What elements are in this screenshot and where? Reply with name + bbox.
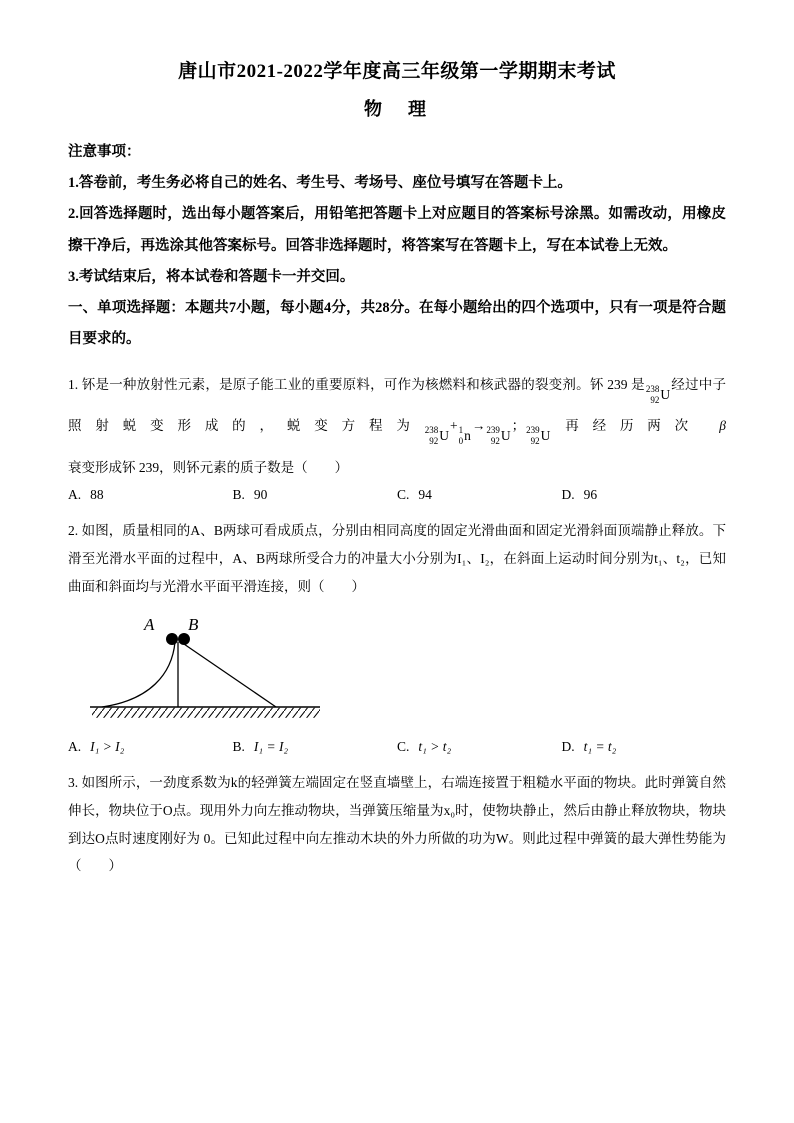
nuclide-u238-eq: [425, 420, 449, 452]
nuclide-prescripts: [646, 384, 660, 405]
q1-option-c: C. 94: [397, 487, 432, 503]
ball-b: [178, 633, 190, 645]
ball-a: [166, 633, 178, 645]
nuclide-neutron: [459, 420, 471, 452]
mass-number: 239: [526, 425, 540, 436]
question-2: [68, 517, 726, 755]
exam-subject: 物 理: [364, 99, 430, 119]
nuclide-prescripts: [526, 425, 540, 446]
notices-section: [68, 137, 726, 293]
nuclide-u239-repeat: [526, 420, 550, 452]
nuclide-prescripts: [486, 425, 500, 446]
question-1: [68, 369, 726, 503]
curved-track: [102, 642, 175, 707]
q1-options: [68, 487, 726, 503]
q1-mid: 再经历两次: [551, 418, 703, 434]
question-1-text: [68, 369, 726, 483]
q1-intro: 1. 钚是一种放射性元素，是原子能工业的重要原料，可作为核燃料和核武器的裂变剂。钚 239 是: [68, 377, 645, 393]
nuclide-prescripts: [425, 425, 439, 446]
q2-figure-container: [88, 612, 726, 735]
element-symbol: U: [439, 427, 449, 443]
element-symbol: U: [540, 427, 551, 443]
q2-figure: [88, 612, 338, 730]
q2-option-b: B. I₁ = I₂: [232, 739, 289, 755]
section-1-heading: 一、单项选择题：本题共7小题，每小题4分，共28分。在每小题给出的四个选项中，只有一项是符合题目要求的。: [68, 299, 726, 348]
notices-heading: 注意事项：: [68, 144, 141, 160]
beta-symbol: β: [719, 418, 727, 434]
nuclide-u238: [646, 379, 670, 411]
question-3-text: 3. 如图所示，一劲度系数为k的轻弹簧左端固定在竖直墙壁上，右端连接置于粗糙水平面的物块。此时弹簧自然伸长，物块位于O点。现用外力向左推动物块，当弹簧压缩量为x₀时，使物块静止，然后由静止释放物块，物块到达O点时速度刚好为 0。已知此过程中向左推动木块的外力所做的功为W。则此过程中弹簧的最大弹性势能为（ ）: [68, 775, 726, 874]
mass-number: 238: [424, 425, 439, 436]
atomic-number: 92: [490, 435, 500, 446]
ball-a-label: A: [144, 615, 155, 635]
inclined-track: [181, 642, 276, 707]
notice-item-3: 3.考试结束后，将本试卷和答题卡一并交回。: [68, 268, 355, 285]
ground-hatching: [92, 708, 320, 718]
q1-end: 衰变形成钚 239，则钚元素的质子数是（ ）: [68, 459, 349, 475]
q2-options: [68, 739, 726, 755]
atomic-number: 92: [650, 394, 660, 405]
reaction-arrow: →: [471, 418, 486, 434]
question-2-text: 2. 如图，质量相同的A、B两球可看成质点，分别由相同高度的固定光滑曲面和固定光滑斜面顶端静止释放。下滑至光滑水平面的过程中，A、B两球所受合力的冲量大小分别为I₁、I₂，在斜面上运动时间分别为t₁、t₂，已知曲面和斜面均与光滑水平面平滑连接，则（ ）: [68, 523, 726, 594]
q1-option-b: B. 90: [232, 487, 268, 503]
element-symbol: n: [464, 427, 471, 443]
exam-title: 唐山市2021-2022学年度高三年级第一学期期末考试: [178, 61, 616, 82]
atomic-number: 0: [458, 435, 464, 446]
nuclide-u239: [486, 420, 510, 452]
mass-number: 239: [486, 425, 500, 436]
ball-b-label: B: [188, 615, 199, 635]
question-3: [68, 769, 726, 880]
q2-option-d: D. t₁ = t₂: [561, 739, 617, 755]
q1-option-d: D. 96: [561, 487, 598, 503]
q1-after-nuclide: 经过中子照射蜕变形成的，蜕变方程为: [68, 377, 727, 434]
semicolon: ；: [511, 418, 526, 434]
atomic-number: 92: [530, 435, 540, 446]
element-symbol: U: [660, 386, 671, 402]
notice-item-1: 1.答卷前，考生务必将自己的姓名、考生号、考场号、座位号填写在答题卡上。: [68, 175, 572, 192]
mass-number: 238: [645, 384, 660, 395]
mass-number: 1: [458, 425, 464, 436]
notice-item-2: 2.回答选择题时，选出每小题答案后，用铅笔把答题卡上对应题目的答案标号涂黑。如需改动，用橡皮擦干净后，再选涂其他答案标号。回答非选择题时，将答案写在答题卡上，写在本试卷上无效。: [68, 206, 726, 254]
atomic-number: 92: [429, 435, 439, 446]
nuclide-prescripts: [459, 425, 464, 446]
element-symbol: U: [500, 427, 511, 443]
q1-option-a: A. 88: [68, 487, 104, 503]
plus-sign: +: [449, 418, 458, 434]
q2-option-a: A. I₁ > I₂: [68, 739, 125, 755]
q2-option-c: C. t₁ > t₂: [397, 739, 452, 755]
